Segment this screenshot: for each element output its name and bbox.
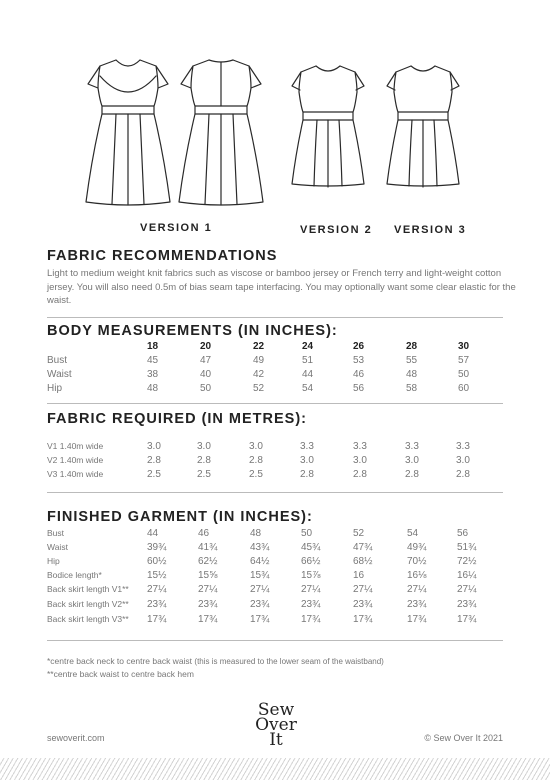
table-cell: 68½ bbox=[353, 556, 373, 567]
row-label: Hip bbox=[47, 556, 60, 566]
divider bbox=[47, 492, 503, 493]
table-cell: 2.5 bbox=[147, 469, 161, 480]
table-cell: 58 bbox=[406, 383, 418, 394]
row-label: V2 1.40m wide bbox=[47, 455, 104, 465]
table-cell: 27¼ bbox=[301, 584, 321, 595]
table-cell: 52 bbox=[353, 528, 365, 539]
size-header: 26 bbox=[353, 341, 365, 352]
table-cell: 2.8 bbox=[405, 469, 419, 480]
sew-over-it-logo bbox=[246, 700, 306, 750]
version-1-label: VERSION 1 bbox=[140, 222, 213, 234]
divider bbox=[47, 317, 503, 318]
table-cell: 48 bbox=[147, 383, 159, 394]
table-cell: 46 bbox=[353, 369, 365, 380]
table-cell: 3.0 bbox=[147, 441, 161, 452]
table-cell: 57 bbox=[458, 355, 470, 366]
table-cell: 45¾ bbox=[301, 542, 321, 553]
table-cell: 50 bbox=[301, 528, 313, 539]
footnote-1-detail: (this is measured to the lower seam of the waistband) bbox=[194, 657, 384, 666]
table-cell: 62½ bbox=[198, 556, 218, 567]
version-3-label: VERSION 3 bbox=[394, 224, 467, 236]
table-cell: 52 bbox=[253, 383, 265, 394]
row-label: V1 1.40m wide bbox=[47, 441, 104, 451]
table-cell: 23¾ bbox=[250, 599, 270, 610]
table-cell: 3.3 bbox=[405, 441, 419, 452]
website-link[interactable]: sewoverit.com bbox=[47, 733, 105, 743]
table-cell: 16 bbox=[353, 570, 365, 581]
table-cell: 50 bbox=[200, 383, 212, 394]
row-label: Hip bbox=[47, 383, 63, 394]
table-cell: 2.5 bbox=[197, 469, 211, 480]
table-cell: 23¾ bbox=[198, 599, 218, 610]
table-cell: 23¾ bbox=[407, 599, 427, 610]
table-cell: 2.8 bbox=[300, 469, 314, 480]
table-cell: 2.8 bbox=[456, 469, 470, 480]
table-cell: 47 bbox=[200, 355, 212, 366]
table-cell: 15½ bbox=[147, 570, 167, 581]
table-cell: 15⅝ bbox=[198, 570, 218, 581]
table-cell: 44 bbox=[302, 369, 314, 380]
footnote-2: **centre back waist to centre back hem bbox=[47, 669, 194, 679]
table-cell: 48 bbox=[406, 369, 418, 380]
table-cell: 17¾ bbox=[301, 614, 321, 625]
table-cell: 64½ bbox=[250, 556, 270, 567]
table-cell: 27¼ bbox=[353, 584, 373, 595]
table-cell: 43¾ bbox=[250, 542, 270, 553]
row-label: Waist bbox=[47, 542, 68, 552]
table-cell: 17¾ bbox=[407, 614, 427, 625]
table-cell: 27¼ bbox=[147, 584, 167, 595]
row-label: Back skirt length V3** bbox=[47, 614, 129, 624]
table-cell: 55 bbox=[406, 355, 418, 366]
size-header: 28 bbox=[406, 341, 418, 352]
table-cell: 3.0 bbox=[249, 441, 263, 452]
fabric-recommendations-title: FABRIC RECOMMENDATIONS bbox=[47, 248, 278, 264]
finished-garment-title: FINISHED GARMENT (IN INCHES): bbox=[47, 509, 313, 525]
table-cell: 2.8 bbox=[249, 455, 263, 466]
logo-line-2: Over It bbox=[255, 715, 297, 750]
table-cell: 41¾ bbox=[198, 542, 218, 553]
table-cell: 3.0 bbox=[405, 455, 419, 466]
table-cell: 38 bbox=[147, 369, 159, 380]
table-cell: 17¾ bbox=[198, 614, 218, 625]
row-label: Back skirt length V2** bbox=[47, 599, 129, 609]
table-cell: 46 bbox=[198, 528, 210, 539]
fabric-required-title: FABRIC REQUIRED (IN METRES): bbox=[47, 411, 307, 427]
row-label: Back skirt length V1** bbox=[47, 584, 129, 594]
table-cell: 56 bbox=[353, 383, 365, 394]
table-cell: 15¾ bbox=[250, 570, 270, 581]
footnote-1-main: *centre back neck to centre back waist bbox=[47, 656, 193, 666]
table-cell: 17¾ bbox=[250, 614, 270, 625]
table-cell: 23¾ bbox=[353, 599, 373, 610]
table-cell: 66½ bbox=[301, 556, 321, 567]
footnote-1 bbox=[47, 656, 384, 666]
table-cell: 50 bbox=[458, 369, 470, 380]
row-label: Waist bbox=[47, 369, 72, 380]
decorative-stripe-band bbox=[0, 758, 550, 780]
table-cell: 3.0 bbox=[197, 441, 211, 452]
table-cell: 27¼ bbox=[457, 584, 477, 595]
size-header: 22 bbox=[253, 341, 265, 352]
row-label: Bust bbox=[47, 528, 65, 538]
size-header: 20 bbox=[200, 341, 212, 352]
table-cell: 48 bbox=[250, 528, 262, 539]
table-cell: 45 bbox=[147, 355, 159, 366]
table-cell: 3.0 bbox=[300, 455, 314, 466]
table-cell: 2.8 bbox=[353, 469, 367, 480]
table-cell: 23¾ bbox=[301, 599, 321, 610]
row-label: Bodice length* bbox=[47, 570, 102, 580]
table-cell: 40 bbox=[200, 369, 212, 380]
table-cell: 2.8 bbox=[147, 455, 161, 466]
table-cell: 44 bbox=[147, 528, 159, 539]
table-cell: 54 bbox=[302, 383, 314, 394]
table-cell: 42 bbox=[253, 369, 265, 380]
table-cell: 2.8 bbox=[197, 455, 211, 466]
divider bbox=[47, 403, 503, 404]
table-cell: 17¾ bbox=[353, 614, 373, 625]
table-cell: 60 bbox=[458, 383, 470, 394]
table-cell: 47¾ bbox=[353, 542, 373, 553]
table-cell: 3.3 bbox=[353, 441, 367, 452]
table-cell: 3.3 bbox=[300, 441, 314, 452]
table-cell: 23¾ bbox=[147, 599, 167, 610]
table-cell: 3.0 bbox=[353, 455, 367, 466]
table-cell: 3.3 bbox=[456, 441, 470, 452]
fabric-recommendations-text: Light to medium weight knit fabrics such as viscose or bamboo jersey or French terry and light-weight cotton jersey. You will also need 0.5m of bias seam tape interfacing. You may optionally want some clear elastic for the waist. bbox=[47, 268, 516, 306]
table-cell: 27¼ bbox=[198, 584, 218, 595]
table-cell: 16¼ bbox=[457, 570, 477, 581]
table-cell: 56 bbox=[457, 528, 469, 539]
divider bbox=[47, 640, 503, 641]
table-cell: 17¾ bbox=[457, 614, 477, 625]
table-cell: 54 bbox=[407, 528, 419, 539]
table-cell: 49¾ bbox=[407, 542, 427, 553]
body-measurements-title: BODY MEASUREMENTS (IN INCHES): bbox=[47, 323, 338, 339]
size-header: 24 bbox=[302, 341, 314, 352]
table-cell: 72½ bbox=[457, 556, 477, 567]
table-cell: 60½ bbox=[147, 556, 167, 567]
table-cell: 23¾ bbox=[457, 599, 477, 610]
table-cell: 16⅛ bbox=[407, 570, 427, 581]
copyright: © Sew Over It 2021 bbox=[424, 733, 503, 743]
version-2-label: VERSION 2 bbox=[300, 224, 373, 236]
table-cell: 27¼ bbox=[250, 584, 270, 595]
table-cell: 70½ bbox=[407, 556, 427, 567]
table-cell: 39¾ bbox=[147, 542, 167, 553]
table-cell: 51¾ bbox=[457, 542, 477, 553]
logo-line-1: Sew bbox=[257, 700, 295, 720]
table-cell: 3.0 bbox=[456, 455, 470, 466]
row-label: V3 1.40m wide bbox=[47, 469, 104, 479]
table-cell: 15⅞ bbox=[301, 570, 321, 581]
size-header: 18 bbox=[147, 341, 159, 352]
table-cell: 27¼ bbox=[407, 584, 427, 595]
row-label: Bust bbox=[47, 355, 68, 366]
table-cell: 2.5 bbox=[249, 469, 263, 480]
size-header: 30 bbox=[458, 341, 470, 352]
table-cell: 51 bbox=[302, 355, 314, 366]
table-cell: 17¾ bbox=[147, 614, 167, 625]
table-cell: 53 bbox=[353, 355, 365, 366]
table-cell: 49 bbox=[253, 355, 265, 366]
dress-illustrations bbox=[0, 0, 550, 250]
